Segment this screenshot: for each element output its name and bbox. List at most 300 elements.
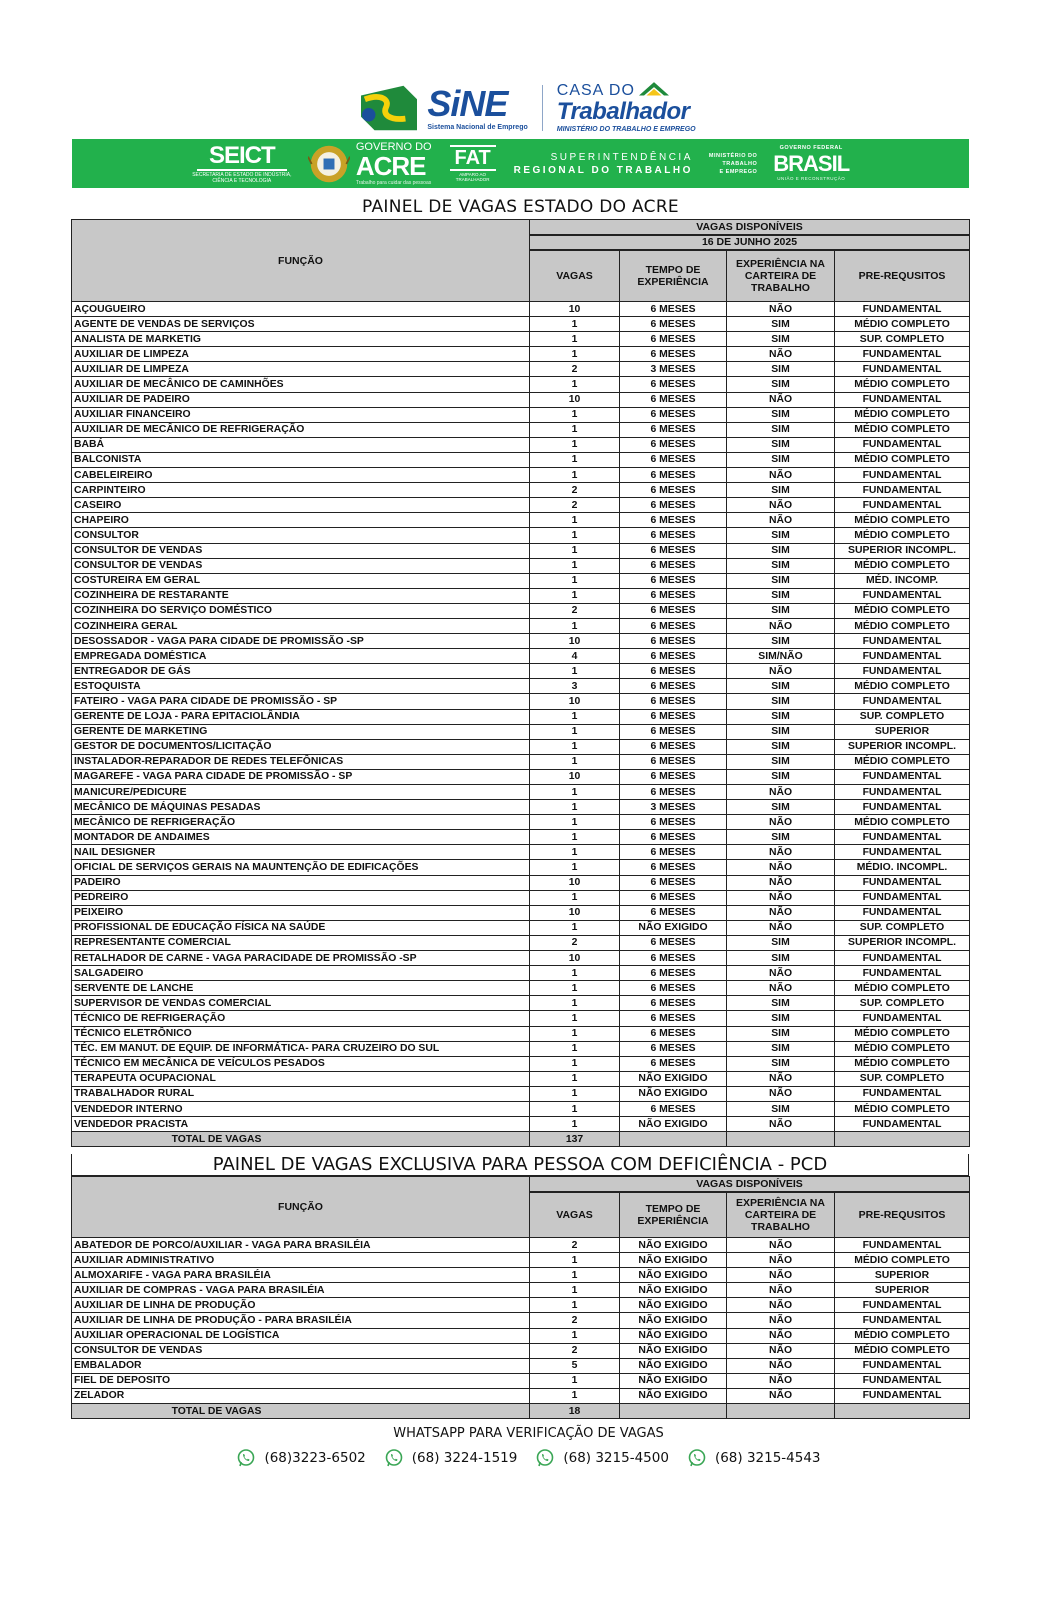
vagas-cell: 1	[530, 513, 620, 528]
vagas-cell: 2	[530, 498, 620, 513]
vagas-cell: 1	[530, 1071, 620, 1086]
pre-requisitos-cell: MÉDIO COMPLETO	[835, 1101, 970, 1116]
pcd-total-label: TOTAL DE VAGAS	[72, 1404, 530, 1419]
tempo-experiencia-cell: 6 MESES	[620, 769, 727, 784]
funcao-cell: ALMOXARIFE - VAGA PARA BRASILÉIA	[72, 1268, 530, 1283]
column-header-pre-requisitos: PRE-REQUSITOS	[835, 250, 970, 302]
pre-requisitos-cell: MÉDIO COMPLETO	[835, 513, 970, 528]
phone-number[interactable]: (68) 3215-4500	[563, 1450, 669, 1466]
vagas-cell: 1	[530, 815, 620, 830]
vagas-cell: 1	[530, 528, 620, 543]
vagas-cell: 1	[530, 1388, 620, 1403]
pre-requisitos-cell: SUPERIOR	[835, 1268, 970, 1283]
vagas-cell: 10	[530, 769, 620, 784]
experiencia-carteira-cell: NÃO	[727, 1298, 835, 1313]
experiencia-carteira-cell: NÃO	[727, 513, 835, 528]
pre-requisitos-cell: FUNDAMENTAL	[835, 875, 970, 890]
tempo-experiencia-cell: 6 MESES	[620, 981, 727, 996]
pre-requisitos-cell: FUNDAMENTAL	[835, 649, 970, 664]
tempo-experiencia-cell: 6 MESES	[620, 724, 727, 739]
table-row	[72, 618, 970, 633]
funcao-cell: AUXILIAR DE LIMPEZA	[72, 347, 530, 362]
pre-requisitos-cell: SUP. COMPLETO	[835, 1071, 970, 1086]
tempo-experiencia-cell: 6 MESES	[620, 785, 727, 800]
table-row	[72, 332, 970, 347]
experiencia-carteira-cell: SIM	[727, 679, 835, 694]
funcao-cell: AUXILIAR DE COMPRAS - VAGA PARA BRASILÉIA	[72, 1283, 530, 1298]
experiencia-carteira-cell: NÃO	[727, 498, 835, 513]
column-header-tempo-experiencia: TEMPO DE EXPERIÊNCIA	[620, 1192, 727, 1238]
funcao-cell: AÇOUGUEIRO	[72, 302, 530, 317]
date-header: 16 DE JUNHO 2025	[530, 235, 970, 250]
table-row	[72, 739, 970, 754]
table-row	[72, 1298, 970, 1313]
experiencia-carteira-cell: NÃO	[727, 1373, 835, 1388]
table-row	[72, 377, 970, 392]
vagas-cell: 2	[530, 1343, 620, 1358]
funcao-cell: GERENTE DE MARKETING	[72, 724, 530, 739]
vacancies-table	[71, 219, 970, 1147]
experiencia-carteira-cell: NÃO	[727, 981, 835, 996]
brasil-wordmark: BRASIL	[773, 151, 850, 176]
vagas-cell: 1	[530, 437, 620, 452]
casa-do-text: CASA DO	[556, 82, 635, 99]
vagas-cell: 1	[530, 830, 620, 845]
table-row	[72, 905, 970, 920]
table-row	[72, 347, 970, 362]
tempo-experiencia-cell: 6 MESES	[620, 634, 727, 649]
vagas-cell: 1	[530, 981, 620, 996]
funcao-cell: TÉCNICO EM MECÂNICA DE VEÍCULOS PESADOS	[72, 1056, 530, 1071]
governo-federal-block	[773, 145, 849, 182]
experiencia-carteira-cell: SIM	[727, 935, 835, 950]
experiencia-carteira-cell: SIM	[727, 1011, 835, 1026]
tempo-experiencia-cell: 6 MESES	[620, 830, 727, 845]
pre-requisitos-cell: MÉDIO COMPLETO	[835, 1056, 970, 1071]
total-empty-cell	[727, 1132, 835, 1147]
vagas-cell: 2	[530, 362, 620, 377]
tempo-experiencia-cell: NÃO EXIGIDO	[620, 1328, 727, 1343]
table-row	[72, 1101, 970, 1116]
pre-requisitos-cell: FUNDAMENTAL	[835, 1086, 970, 1101]
funcao-cell: AUXILIAR OPERACIONAL DE LOGÍSTICA	[72, 1328, 530, 1343]
tempo-experiencia-cell: 6 MESES	[620, 558, 727, 573]
table-row	[72, 845, 970, 860]
experiencia-carteira-cell: SIM	[727, 603, 835, 618]
experiencia-carteira-cell: NÃO	[727, 1283, 835, 1298]
funcao-cell: AUXILIAR DE LINHA DE PRODUÇÃO	[72, 1298, 530, 1313]
table-row	[72, 981, 970, 996]
funcao-cell: FIEL DE DEPOSITO	[72, 1373, 530, 1388]
vagas-cell: 10	[530, 302, 620, 317]
experiencia-carteira-cell: NÃO	[727, 890, 835, 905]
vagas-cell: 1	[530, 332, 620, 347]
pre-requisitos-cell: MÉDIO COMPLETO	[835, 452, 970, 467]
table-row	[72, 800, 970, 815]
pre-requisitos-cell: MÉDIO COMPLETO	[835, 1343, 970, 1358]
funcao-cell: AUXILIAR DE LINHA DE PRODUÇÃO - PARA BRASILÉIA	[72, 1313, 530, 1328]
experiencia-carteira-cell: NÃO	[727, 1086, 835, 1101]
table-row	[72, 769, 970, 784]
experiencia-carteira-cell: NÃO	[727, 815, 835, 830]
funcao-cell: COZINHEIRA DE RESTARANTE	[72, 588, 530, 603]
vagas-cell: 4	[530, 649, 620, 664]
total-empty-cell	[620, 1404, 727, 1419]
seict-subtitle: SECRETARIA DE ESTADO DE INDÚSTRIA, CIÊNCIA E TECNOLOGIA	[192, 172, 292, 184]
tempo-experiencia-cell: 6 MESES	[620, 679, 727, 694]
pre-requisitos-cell: MÉDIO COMPLETO	[835, 377, 970, 392]
table-row	[72, 1117, 970, 1132]
experiencia-carteira-cell: SIM	[727, 558, 835, 573]
experiencia-carteira-cell: NÃO	[727, 1117, 835, 1132]
tempo-experiencia-cell: 6 MESES	[620, 332, 727, 347]
pre-requisitos-cell: MÉDIO COMPLETO	[835, 558, 970, 573]
funcao-cell: ZELADOR	[72, 1388, 530, 1403]
funcao-cell: COSTUREIRA EM GERAL	[72, 573, 530, 588]
pre-requisitos-cell: MÉDIO COMPLETO	[835, 679, 970, 694]
fat-rule-bottom	[450, 169, 496, 171]
pre-requisitos-cell: FUNDAMENTAL	[835, 468, 970, 483]
experiencia-carteira-cell: NÃO	[727, 785, 835, 800]
experiencia-carteira-cell: NÃO	[727, 905, 835, 920]
pre-requisitos-cell: MÉDIO COMPLETO	[835, 815, 970, 830]
superintendencia-text: SUPERINTENDÊNCIA	[550, 151, 693, 163]
tempo-experiencia-cell: 6 MESES	[620, 618, 727, 633]
governo-federal-text: GOVERNO FEDERAL	[779, 145, 843, 151]
tempo-experiencia-cell: 6 MESES	[620, 302, 727, 317]
table-row	[72, 1011, 970, 1026]
tempo-experiencia-cell: 6 MESES	[620, 1056, 727, 1071]
tempo-experiencia-cell: NÃO EXIGIDO	[620, 1086, 727, 1101]
pre-requisitos-cell: MÉDIO COMPLETO	[835, 1026, 970, 1041]
experiencia-carteira-cell: SIM	[727, 1026, 835, 1041]
funcao-cell: MONTADOR DE ANDAIMES	[72, 830, 530, 845]
column-header-experiencia-carteira: EXPERIÊNCIA NA CARTEIRA DE TRABALHO	[727, 1192, 835, 1238]
table-row	[72, 1253, 970, 1268]
pre-requisitos-cell: SUPERIOR INCOMPL.	[835, 739, 970, 754]
funcao-cell: MECÂNICO DE REFRIGERAÇÃO	[72, 815, 530, 830]
ministerio-subtitle: MINISTÉRIO DO TRABALHO E EMPREGO	[556, 126, 696, 133]
experiencia-carteira-cell: NÃO	[727, 966, 835, 981]
funcao-cell: SALGADEIRO	[72, 966, 530, 981]
pre-requisitos-cell: FUNDAMENTAL	[835, 905, 970, 920]
tempo-experiencia-cell: 6 MESES	[620, 649, 727, 664]
tempo-experiencia-cell: 6 MESES	[620, 966, 727, 981]
table-row	[72, 422, 970, 437]
phone-item	[687, 1448, 821, 1468]
pre-requisitos-cell: FUNDAMENTAL	[835, 951, 970, 966]
column-header-funcao: FUNÇÃO	[72, 1177, 530, 1238]
tempo-experiencia-cell: 6 MESES	[620, 452, 727, 467]
phone-item	[236, 1448, 365, 1468]
funcao-cell: AUXILIAR DE LIMPEZA	[72, 362, 530, 377]
funcao-cell: CABELEIREIRO	[72, 468, 530, 483]
vagas-cell: 1	[530, 1026, 620, 1041]
tempo-experiencia-cell: NÃO EXIGIDO	[620, 1358, 727, 1373]
vagas-cell: 1	[530, 845, 620, 860]
pre-requisitos-cell: FUNDAMENTAL	[835, 769, 970, 784]
vagas-cell: 1	[530, 860, 620, 875]
tempo-experiencia-cell: 6 MESES	[620, 483, 727, 498]
header-logos	[0, 80, 1057, 136]
pre-requisitos-cell: FUNDAMENTAL	[835, 347, 970, 362]
vagas-cell: 2	[530, 603, 620, 618]
vagas-cell: 1	[530, 800, 620, 815]
phone-item	[535, 1448, 669, 1468]
experiencia-carteira-cell: NÃO	[727, 347, 835, 362]
experiencia-carteira-cell: NÃO	[727, 875, 835, 890]
column-header-tempo-experiencia: TEMPO DE EXPERIÊNCIA	[620, 250, 727, 302]
experiencia-carteira-cell: NÃO	[727, 1313, 835, 1328]
tempo-experiencia-cell: 6 MESES	[620, 543, 727, 558]
regional-trabalho-text: REGIONAL DO TRABALHO	[513, 164, 693, 176]
table-row	[72, 302, 970, 317]
whatsapp-icon	[535, 1448, 555, 1468]
experiencia-carteira-cell: SIM	[727, 407, 835, 422]
pre-requisitos-cell: FUNDAMENTAL	[835, 1373, 970, 1388]
pre-requisitos-cell: FUNDAMENTAL	[835, 830, 970, 845]
whatsapp-icon	[687, 1448, 707, 1468]
vagas-cell: 10	[530, 392, 620, 407]
vagas-cell: 1	[530, 996, 620, 1011]
funcao-cell: INSTALADOR-REPARADOR DE REDES TELEFÔNICAS	[72, 754, 530, 769]
tempo-experiencia-cell: NÃO EXIGIDO	[620, 1253, 727, 1268]
tempo-experiencia-cell: NÃO EXIGIDO	[620, 1238, 727, 1253]
funcao-cell: CONSULTOR DE VENDAS	[72, 558, 530, 573]
funcao-cell: RETALHADOR DE CARNE - VAGA PARACIDADE DE PROMISSÃO -SP	[72, 951, 530, 966]
pre-requisitos-cell: FUNDAMENTAL	[835, 302, 970, 317]
trabalhador-wordmark: Trabalhador	[556, 98, 690, 125]
experiencia-carteira-cell: SIM	[727, 996, 835, 1011]
funcao-cell: TERAPEUTA OCUPACIONAL	[72, 1071, 530, 1086]
experiencia-carteira-cell: SIM	[727, 800, 835, 815]
tempo-experiencia-cell: NÃO EXIGIDO	[620, 1283, 727, 1298]
funcao-cell: BABÁ	[72, 437, 530, 452]
experiencia-carteira-cell: NÃO	[727, 920, 835, 935]
pre-requisitos-cell: SUPERIOR	[835, 724, 970, 739]
whatsapp-title: WHATSAPP PARA VERIFICAÇÃO DE VAGAS	[393, 1426, 664, 1441]
house-roof-icon	[639, 82, 669, 99]
tempo-experiencia-cell: 6 MESES	[620, 739, 727, 754]
table-row	[72, 1373, 970, 1388]
vagas-cell: 1	[530, 422, 620, 437]
pre-requisitos-cell: FUNDAMENTAL	[835, 1313, 970, 1328]
tempo-experiencia-cell: 6 MESES	[620, 513, 727, 528]
governo-acre-block	[308, 141, 432, 186]
pre-requisitos-cell: FUNDAMENTAL	[835, 1011, 970, 1026]
experiencia-carteira-cell: SIM	[727, 739, 835, 754]
uniao-reconstrucao-text: UNIÃO E RECONSTRUÇÃO	[777, 176, 846, 181]
funcao-cell: TÉCNICO ELETRÔNICO	[72, 1026, 530, 1041]
tempo-experiencia-cell: 6 MESES	[620, 694, 727, 709]
pre-requisitos-cell: SUPERIOR INCOMPL.	[835, 543, 970, 558]
table-row	[72, 603, 970, 618]
sine-logo-icon	[361, 85, 417, 131]
pre-requisitos-cell: FUNDAMENTAL	[835, 1358, 970, 1373]
table-row	[72, 528, 970, 543]
funcao-cell: MAGAREFE - VAGA PARA CIDADE DE PROMISSÃO - SP	[72, 769, 530, 784]
experiencia-carteira-cell: NÃO	[727, 1358, 835, 1373]
tempo-experiencia-cell: 6 MESES	[620, 422, 727, 437]
phone-number[interactable]: (68)3223-6502	[264, 1450, 366, 1466]
table-row	[72, 649, 970, 664]
table-row	[72, 935, 970, 950]
phone-number[interactable]: (68) 3215-4543	[714, 1450, 821, 1466]
funcao-cell: AUXILIAR DE MECÂNICO DE CAMINHÕES	[72, 377, 530, 392]
table-row	[72, 543, 970, 558]
tempo-experiencia-cell: NÃO EXIGIDO	[620, 1071, 727, 1086]
fat-logo: FAT	[454, 147, 491, 169]
column-header-vagas: VAGAS	[530, 1192, 620, 1238]
vagas-cell: 1	[530, 618, 620, 633]
funcao-cell: CONSULTOR	[72, 528, 530, 543]
column-header-experiencia-carteira: EXPERIÊNCIA NA CARTEIRA DE TRABALHO	[727, 250, 835, 302]
tempo-experiencia-cell: 6 MESES	[620, 905, 727, 920]
table-row	[72, 966, 970, 981]
vagas-cell: 1	[530, 709, 620, 724]
funcao-cell: TÉCNICO DE REFRIGERAÇÃO	[72, 1011, 530, 1026]
table-row	[72, 588, 970, 603]
partners-banner	[72, 139, 969, 188]
funcao-cell: ANALISTA DE MARKETIG	[72, 332, 530, 347]
experiencia-carteira-cell: SIM	[727, 332, 835, 347]
total-empty-cell	[620, 1132, 727, 1147]
total-label: TOTAL DE VAGAS	[72, 1132, 530, 1147]
vagas-cell: 1	[530, 920, 620, 935]
phone-list	[0, 1447, 1057, 1469]
table-row	[72, 1343, 970, 1358]
funcao-cell: MECÂNICO DE MÁQUINAS PESADAS	[72, 800, 530, 815]
pre-requisitos-cell: MÉDIO COMPLETO	[835, 981, 970, 996]
pre-requisitos-cell: FUNDAMENTAL	[835, 966, 970, 981]
tempo-experiencia-cell: NÃO EXIGIDO	[620, 1313, 727, 1328]
vagas-cell: 1	[530, 1101, 620, 1116]
funcao-cell: PADEIRO	[72, 875, 530, 890]
e-emprego-line: E EMPREGO	[719, 168, 758, 175]
experiencia-carteira-cell: SIM	[727, 1056, 835, 1071]
funcao-cell: ENTREGADOR DE GÁS	[72, 664, 530, 679]
tempo-experiencia-cell: 6 MESES	[620, 407, 727, 422]
vagas-cell: 10	[530, 875, 620, 890]
funcao-cell: TÉC. EM MANUT. DE EQUIP. DE INFORMÁTICA- PARA CRUZEIRO DO SUL	[72, 1041, 530, 1056]
table-row	[72, 483, 970, 498]
funcao-cell: GERENTE DE LOJA - PARA EPITACIOLÂNDIA	[72, 709, 530, 724]
experiencia-carteira-cell: NÃO	[727, 664, 835, 679]
tempo-experiencia-cell: NÃO EXIGIDO	[620, 1388, 727, 1403]
casa-do-trabalhador-logo	[557, 82, 696, 134]
pre-requisitos-cell: MÉDIO COMPLETO	[835, 1328, 970, 1343]
table-row	[72, 890, 970, 905]
tempo-experiencia-cell: 6 MESES	[620, 709, 727, 724]
funcao-cell: AGENTE DE VENDAS DE SERVIÇOS	[72, 317, 530, 332]
table-row	[72, 996, 970, 1011]
seict-logo: SEICT	[208, 142, 275, 169]
vagas-cell: 10	[530, 951, 620, 966]
experiencia-carteira-cell: SIM	[727, 528, 835, 543]
vagas-cell: 10	[530, 694, 620, 709]
vagas-cell: 1	[530, 347, 620, 362]
funcao-cell: VENDEDOR INTERNO	[72, 1101, 530, 1116]
vagas-cell: 1	[530, 1117, 620, 1132]
pre-requisitos-cell: FUNDAMENTAL	[835, 694, 970, 709]
governo-do-text: GOVERNO DO	[355, 141, 432, 153]
vagas-cell: 1	[530, 785, 620, 800]
experiencia-carteira-cell: SIM	[727, 543, 835, 558]
experiencia-carteira-cell: NÃO	[727, 1343, 835, 1358]
pre-requisitos-cell: MÉDIO COMPLETO	[835, 1253, 970, 1268]
funcao-cell: CASEIRO	[72, 498, 530, 513]
vagas-cell: 1	[530, 1298, 620, 1313]
vagas-cell: 5	[530, 1358, 620, 1373]
funcao-cell: SUPERVISOR DE VENDAS COMERCIAL	[72, 996, 530, 1011]
experiencia-carteira-cell: SIM	[727, 437, 835, 452]
pre-requisitos-cell: SUP. COMPLETO	[835, 996, 970, 1011]
group-header-vagas-disponiveis: VAGAS DISPONÍVEIS	[530, 220, 970, 235]
experiencia-carteira-cell: NÃO	[727, 618, 835, 633]
table-row	[72, 830, 970, 845]
total-row	[72, 1132, 970, 1147]
column-header-vagas: VAGAS	[530, 250, 620, 302]
table-row	[72, 1238, 970, 1253]
vagas-cell: 1	[530, 317, 620, 332]
funcao-cell: ABATEDOR DE PORCO/AUXILIAR - VAGA PARA BRASILÉIA	[72, 1238, 530, 1253]
pcd-total-row	[72, 1404, 970, 1419]
funcao-cell: REPRESENTANTE COMERCIAL	[72, 935, 530, 950]
table-row	[72, 724, 970, 739]
tempo-experiencia-cell: 6 MESES	[620, 875, 727, 890]
table-row	[72, 860, 970, 875]
table-row	[72, 392, 970, 407]
experiencia-carteira-cell: SIM	[727, 573, 835, 588]
vagas-cell: 1	[530, 543, 620, 558]
fat-subtitle: AMPARO AO TRABALHADOR	[455, 172, 490, 182]
experiencia-carteira-cell: SIM	[727, 1101, 835, 1116]
pre-requisitos-cell: MÉDIO COMPLETO	[835, 618, 970, 633]
experiencia-carteira-cell: NÃO	[727, 1071, 835, 1086]
tempo-experiencia-cell: 6 MESES	[620, 1026, 727, 1041]
tempo-experiencia-cell: 3 MESES	[620, 362, 727, 377]
vagas-cell: 2	[530, 1238, 620, 1253]
vagas-cell: 1	[530, 1011, 620, 1026]
table-row	[72, 452, 970, 467]
pre-requisitos-cell: FUNDAMENTAL	[835, 845, 970, 860]
tempo-experiencia-cell: 6 MESES	[620, 498, 727, 513]
experiencia-carteira-cell: SIM/NÃO	[727, 649, 835, 664]
pcd-total-value: 18	[530, 1404, 620, 1419]
sine-wordmark: SiNE	[427, 82, 508, 124]
pre-requisitos-cell: SUP. COMPLETO	[835, 920, 970, 935]
experiencia-carteira-cell: SIM	[727, 709, 835, 724]
vagas-cell: 1	[530, 1056, 620, 1071]
tempo-experiencia-cell: NÃO EXIGIDO	[620, 1268, 727, 1283]
tempo-experiencia-cell: 6 MESES	[620, 317, 727, 332]
vagas-cell: 1	[530, 966, 620, 981]
tempo-experiencia-cell: 6 MESES	[620, 347, 727, 362]
experiencia-carteira-cell: NÃO	[727, 1388, 835, 1403]
table-row	[72, 754, 970, 769]
phone-number[interactable]: (68) 3224-1519	[411, 1450, 518, 1466]
table-row	[72, 558, 970, 573]
funcao-cell: CHAPEIRO	[72, 513, 530, 528]
vagas-cell: 1	[530, 1253, 620, 1268]
vagas-cell: 1	[530, 573, 620, 588]
vagas-cell: 1	[530, 558, 620, 573]
tempo-experiencia-cell: 6 MESES	[620, 664, 727, 679]
table-row	[72, 1268, 970, 1283]
experiencia-carteira-cell: SIM	[727, 483, 835, 498]
funcao-cell: SERVENTE DE LANCHE	[72, 981, 530, 996]
table-row	[72, 875, 970, 890]
